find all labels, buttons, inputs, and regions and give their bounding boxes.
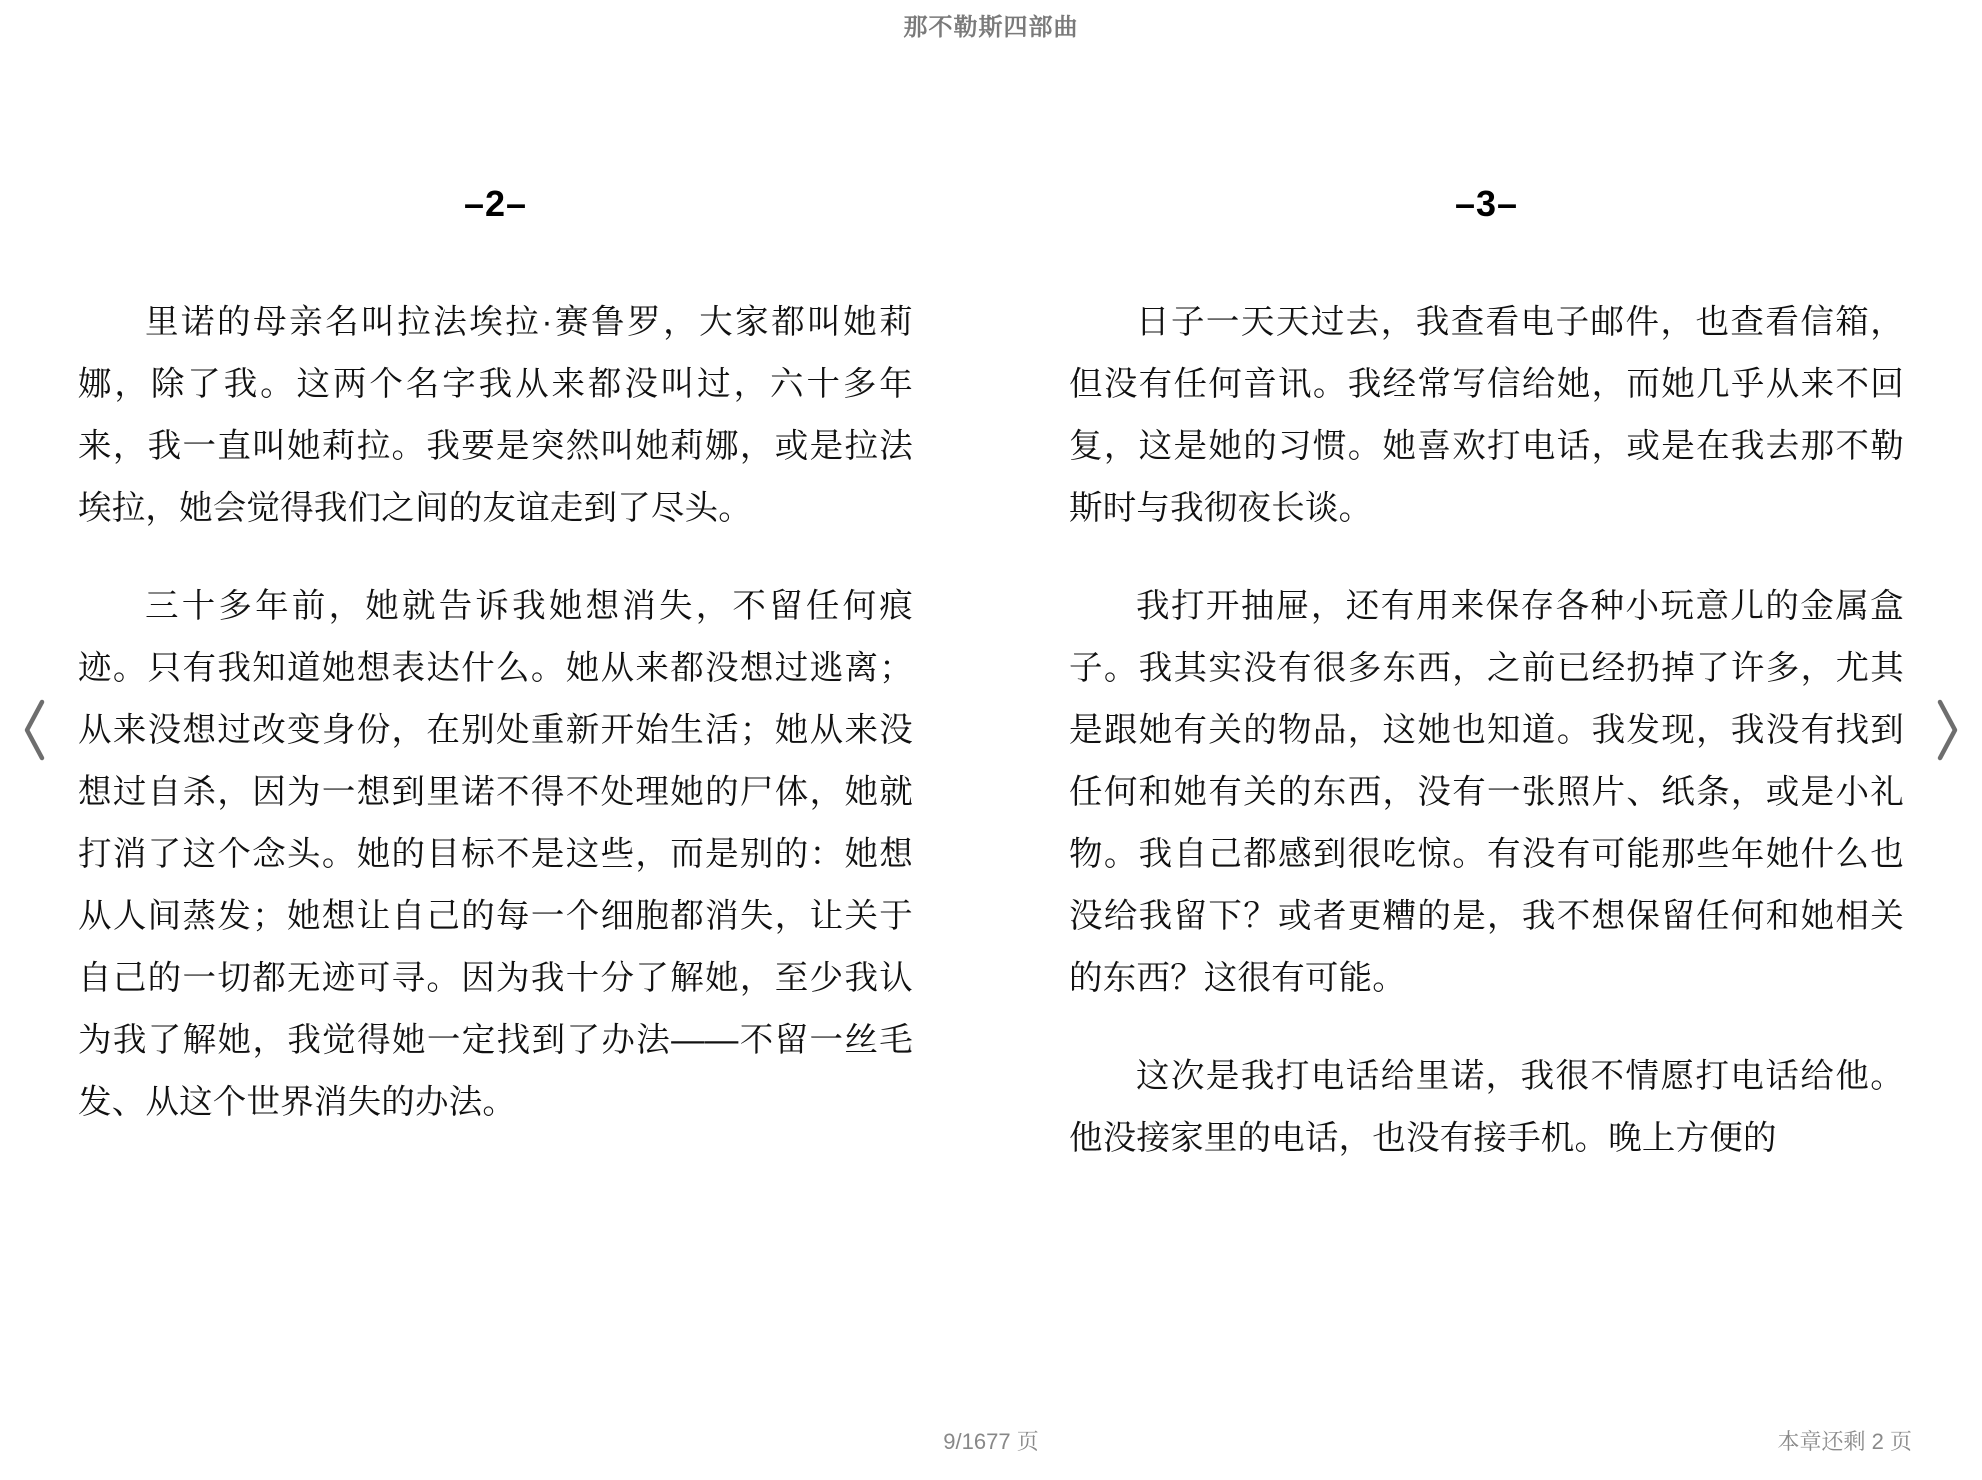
paragraph: 三十多年前，她就告诉我她想消失，不留任何痕迹。只有我知道她想表达什么。她从来都没想过逃离；从来没想过改变身份，在别处重新开始生活；她从来没想过自杀，因为一想到里诺不得不处理她的尸体，她就打消了这个念头。她的目标不是这些，而是别的：她想从人间蒸发；她想让自己的每一个细胞都消失，让关于自己的一切都无迹可寻。因为我十分了解她，至少我认为我了解她，我觉得她一定找到了办法——不留一丝毛发、从这个世界消失的办法。 — [78, 588, 913, 1121]
page-body — [0, 56, 1982, 1404]
section-marker-left: –2– — [463, 183, 528, 224]
reader-footer — [0, 1404, 1982, 1480]
paragraph: 我打开抽屉，还有用来保存各种小玩意儿的金属盒子。我其实没有很多东西，之前已经扔掉了许多，尤其是跟她有关的物品，这她也知道。我发现，我没有找到任何和她有关的东西，没有一张照片、纸条，或是小礼物。我自己都感到很吃惊。有没有可能那些年她什么也没给我留下？或者更糟的是，我不想保留任何和她相关的东西？这很有可能。 — [1069, 588, 1904, 997]
text-column-left — [0, 56, 991, 1404]
page-title: 那不勒斯四部曲 — [903, 14, 1079, 41]
paragraph: 日子一天天过去，我查看电子邮件，也查看信箱，但没有任何音讯。我经常写信给她，而她几乎从来不回复，这是她的习惯。她喜欢打电话，或是在我去那不勒斯时与我彻夜长谈。 — [1069, 304, 1904, 527]
paragraph: 里诺的母亲名叫拉法埃拉·赛鲁罗，大家都叫她莉娜，除了我。这两个名字我从来都没叫过，六十多年来，我一直叫她莉拉。我要是突然叫她莉娜，或是拉法埃拉，她会觉得我们之间的友谊走到了尽头。 — [78, 304, 913, 527]
paragraph: 这次是我打电话给里诺，我很不情愿打电话给他。他没接家里的电话，也没有接手机。晚上方便的 — [1069, 1058, 1904, 1157]
chevron-right-icon — [1932, 698, 1962, 762]
column-right-text — [1069, 292, 1904, 1170]
chapter-remaining-indicator: 本章还剩 2 页 — [1777, 1429, 1912, 1454]
next-page-button[interactable] — [1920, 685, 1974, 775]
page-progress-indicator: 9/1677 页 — [943, 1429, 1039, 1454]
previous-page-button[interactable] — [8, 685, 62, 775]
column-left-text — [78, 292, 913, 1134]
chevron-left-icon — [20, 698, 50, 762]
section-marker-right: –3– — [1454, 183, 1519, 224]
text-column-right — [991, 56, 1982, 1404]
reader-header — [0, 0, 1982, 56]
